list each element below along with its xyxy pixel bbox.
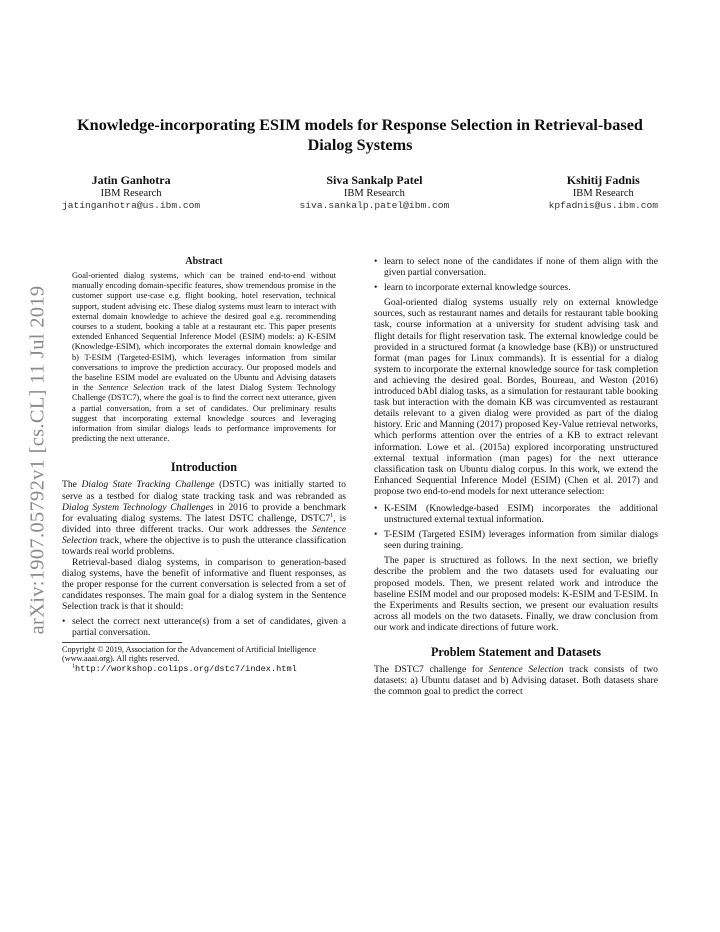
paper-title: Knowledge-incorporating ESIM models for Response Selection in Retrieval-based Dialog Systems xyxy=(77,116,643,154)
bullet-icon: • xyxy=(374,256,378,267)
author-affiliation: IBM Research xyxy=(572,187,634,199)
list-item: • learn to select none of the candidates if none of them align with the given partial conversation. xyxy=(374,256,658,279)
author-affiliation: IBM Research xyxy=(343,187,405,199)
intro-paragraph-3: Goal-oriented dialog systems usually rely on external knowledge sources, such as restaurant names and details for restaurant table booking task, course information at a university for student advising task and flight details for flight reservation task. The external knowledge could be provided in a structured format (a knowledge base (KB)) or unstructured format (man pages for Linux commands). It is essential for a dialog system to incorporate the external knowledge source for task completion and achieving the desired goal. Bordes, Boureau, and Weston (2016) introduced bAbI dialog tasks, as a simulation for restaurant table booking task but interaction with the domain KB was circumvented as restaurant details relevant to a given dialog were provided as part of the dialog history. Eric and Manning (2017) proposed Key-Value retrieval networks, which performs attention over the entries of a KB to extract relevant information. Lowe et al. (2015a) explored incorporating unstructured external textual information (man pages) for the next utterance classification task on Ubuntu dialog corpus. In this work, we extend the Enhanced Sequential Inference Model (ESIM) (Chen et al. 2017) and propose two end-to-end models for next utterance selection: xyxy=(374,297,658,497)
goal-bullet-list xyxy=(62,616,346,638)
intro-paragraph-1: The Dialog State Tracking Challenge (DSTC) was initially started to serve as a testbed for dialog state tracking task and was rebranded as Dialog System Technology Challenges in 2016 to provide a benchmark for evaluating dialog systems. The latest DSTC challenge, $DSTC7^1$, is divided into three different tracks. Our work addresses the Sentence Selection track, where the objective is to push the utterance classification towards real world problems. xyxy=(62,479,347,558)
introduction-heading: Introduction xyxy=(170,460,238,475)
intro-paragraph-2: Retrieval-based dialog systems, in comparison to generation-based dialog systems, have the benefit of informative and fluent responses, as the proper response for the current conversation is selected from a set of candidates responses. The main goal for a dialog system in the Sentence Selection track is that it should: xyxy=(62,557,346,613)
footnote-marker: 1 xyxy=(330,512,334,519)
problem-statement-paragraph: The DSTC7 challenge for Sentence Selection track consists of two datasets: a) Ubuntu dataset and b) Advising dataset. Both datasets share the common goal to predict the correct xyxy=(374,664,658,698)
author-name: Kshitij Fadnis xyxy=(566,173,640,187)
author-list xyxy=(62,173,658,213)
right-column xyxy=(374,256,658,697)
footnote-url[interactable]: http://workshop.colips.org/dstc7/index.html xyxy=(75,663,297,674)
abstract-text: Goal-oriented dialog systems, which can be trained end-to-end without manually encoding domain-specific features, show tremendous promise in the customer support use-case e.g. flight booking, hotel reservation, technical support, student advising etc. These dialog systems must learn to interact with external domain knowledge to achieve the desired goal e.g. recommending courses to a student, booking a table at a restaurant etc. This paper presents extended Enhanced Sequential Inference Model (ESIM) models: a) K-ESIM (Knowledge-ESIM), which incorporates the external domain knowledge and b) T-ESIM (Targeted-ESIM), which leverages information from similar conversations to improve the prediction accuracy. Our proposed models and the baseline ESIM model are evaluated on the Ubuntu and Advising datasets in the Sentence Selection track of the latest Dialog System Technology Challenge (DSTC7), where the goal is to find the correct next utterance, given a partial conversation, from a set of candidates. Our preliminary results suggest that incorporating external knowledge sources and leveraging information from similar dialogs leads to performance improvements for predicting the next utterance. xyxy=(72,271,336,444)
author-email: jatinganhotra@us.ibm.com xyxy=(62,200,201,211)
intro-paragraph-4: The paper is structured as follows. In the next section, we briefly describe the problem and the two datasets used for evaluating our proposed models. Then, we present related work and introduce the baseline ESIM model and our proposed models: K-ESIM and T-ESIM. In the Experiments and Results section, we present our evaluation results across all models on the two datasets. Finally, we draw conclusion from our work and indicate directions of future work. xyxy=(374,555,658,633)
author-email: siva.sankalp.patel@ibm.com xyxy=(299,200,450,211)
left-column xyxy=(62,256,346,675)
list-item: • T-ESIM (Targeted ESIM) leverages information from similar dialogs seen during training. xyxy=(374,529,658,552)
abstract-heading: Abstract xyxy=(185,256,223,267)
bullet-icon: • xyxy=(374,282,378,294)
author-name: Siva Sankalp Patel xyxy=(326,173,423,187)
copyright-notice: Copyright © 2019, Association for the Advancement of Artificial Intelligence (www.aaai.org). All rights reserved. xyxy=(62,644,317,664)
author-email: kpfadnis@us.ibm.com xyxy=(548,200,658,211)
list-item: • learn to incorporate external knowledge sources. xyxy=(374,282,571,294)
problem-statement-heading: Problem Statement and Datasets xyxy=(430,645,602,659)
author-affiliation: IBM Research xyxy=(100,187,162,199)
goal-bullet-list-continued xyxy=(374,256,658,293)
copyright-icon: © xyxy=(97,644,104,654)
author-name: Jatin Ganhotra xyxy=(91,173,171,187)
list-item: • K-ESIM (Knowledge-based ESIM) incorporates the additional unstructured external textual information. xyxy=(374,502,658,526)
bullet-icon: • xyxy=(62,615,66,627)
list-item: • select the correct next utterance(s) from a set of candidates, given a partial conversation. xyxy=(62,615,346,638)
model-bullet-list xyxy=(374,503,658,551)
arxiv-watermark xyxy=(18,250,58,670)
bullet-icon: • xyxy=(374,529,378,541)
footnote-1: $^1$http://workshop.colips.org/dstc7/index.html xyxy=(72,663,297,674)
author-block xyxy=(300,173,450,213)
bullet-icon: • xyxy=(374,502,378,514)
author-block xyxy=(62,173,200,213)
arxiv-identifier: arXiv:1907.05792v1 [cs.CL] 11 Jul 2019 xyxy=(26,285,49,635)
author-block xyxy=(549,173,658,213)
